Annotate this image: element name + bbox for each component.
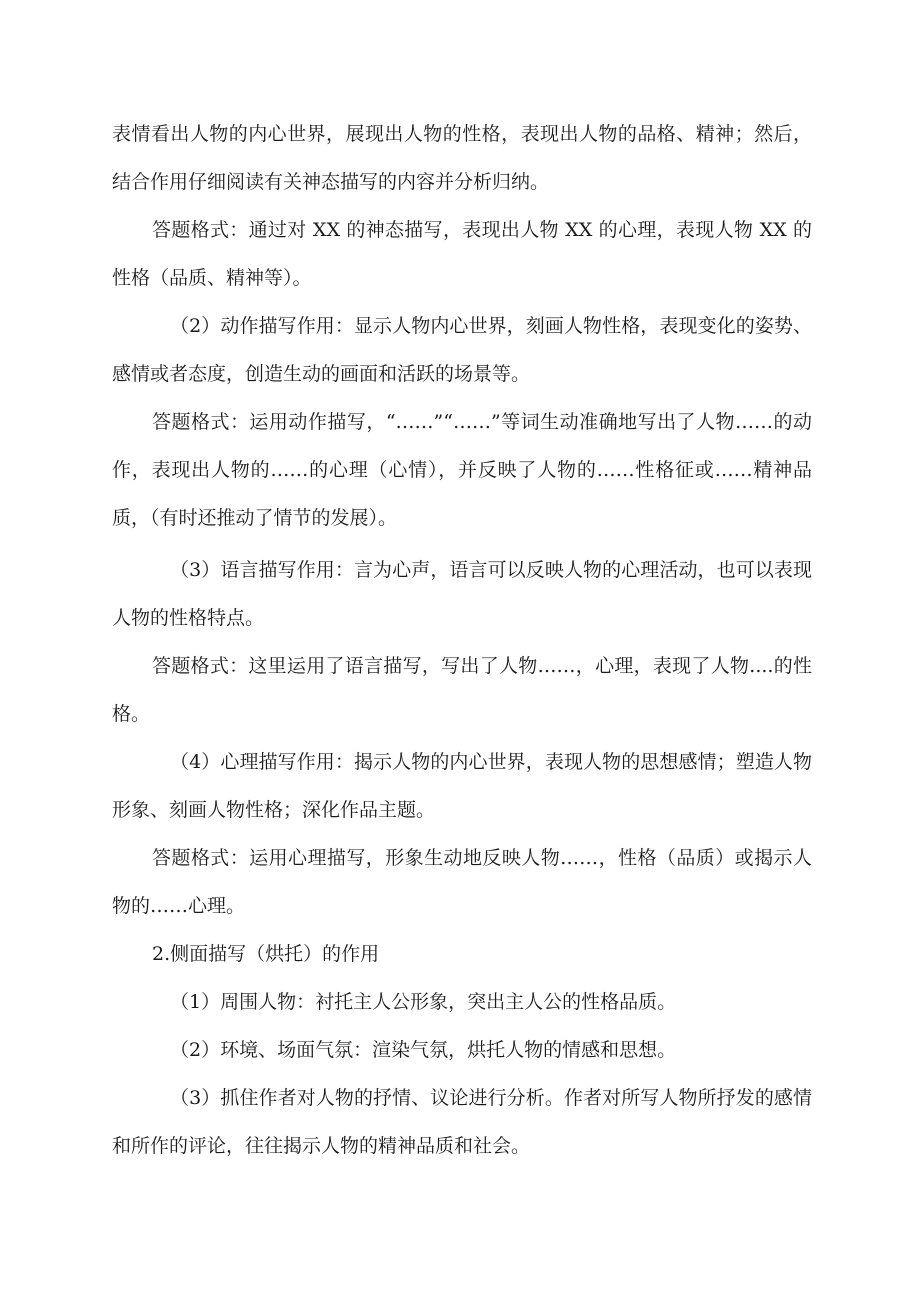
paragraph-zhouwei-renwu: （1）周围人物：衬托主人公形象，突出主人公的性格品质。	[170, 991, 677, 1013]
paragraph-xinli-function: （4）心理描写作用：揭示人物的内心世界，表现人物的思想感情；塑造人物形象、刻画人物性格；深化作品主题。	[112, 751, 812, 821]
paragraph-dongzuo-function: （2）动作描写作用：显示人物内心世界，刻画人物性格，表现变化的姿势、感情或者态度，创造生动的画面和活跃的场景等。	[112, 315, 812, 385]
paragraph-yuyan-answer-format: 答题格式：这里运用了语言描写，写出了人物……，心理，表现了人物....的性格。	[112, 655, 812, 725]
paragraph-shuqing-yilun: （3）抓住作者对人物的抒情、议论进行分析。作者对所写人物所抒发的感情和所作的评论，往往揭示人物的精神品质和社会。	[112, 1087, 812, 1157]
paragraph-shentai-answer-format: 答题格式：通过对 XX 的神态描写，表现出人物 XX 的心理，表现人物 XX 的性格（品质、精神等）。	[112, 219, 812, 289]
paragraph-huanjing-qifen: （2）环境、场面气氛：渲染气氛，烘托人物的情感和思想。	[170, 1039, 677, 1061]
paragraph-yuyan-function: （3）语言描写作用：言为心声，语言可以反映人物的心理活动，也可以表现人物的性格特点。	[112, 559, 812, 629]
paragraph-shentai-continuation: 表情看出人物的内心世界，展现出人物的性格，表现出人物的品格、精神；然后，结合作用仔细阅读有关神态描写的内容并分析归纳。	[112, 123, 812, 193]
paragraph-dongzuo-answer-format: 答题格式：运用动作描写，“……”“……”等词生动准确地写出了人物……的动作，表现出人物的……的心理（心情），并反映了人物的……性格征或……精神品质，（有时还推动了情节的发展）。	[112, 411, 812, 529]
paragraph-xinli-answer-format: 答题格式：运用心理描写，形象生动地反映人物……，性格（品质）或揭示人物的……心理。	[112, 847, 812, 917]
section-heading-cemian: 2.侧面描写（烘托）的作用	[152, 943, 380, 965]
